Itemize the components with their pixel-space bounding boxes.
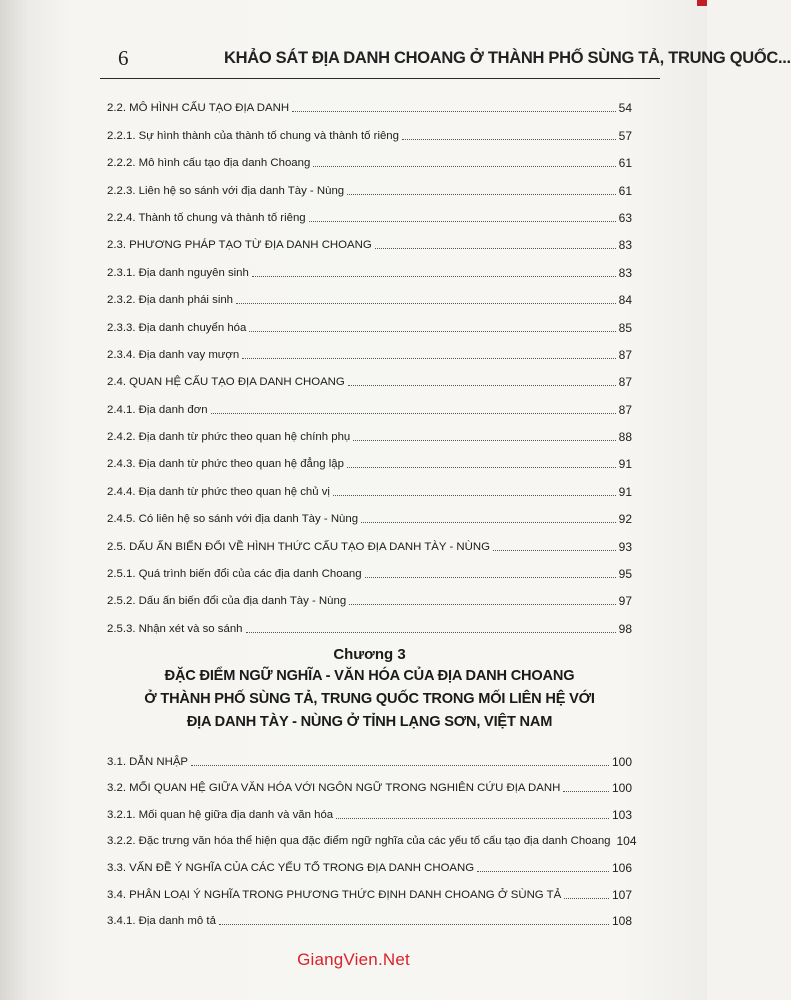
dot-leader <box>347 466 616 468</box>
toc-entry-page: 61 <box>618 156 632 171</box>
toc-entry[interactable] <box>107 581 632 608</box>
toc-entry-label: 2.4.3. Địa danh từ phức theo quan hệ đẳng lập <box>107 458 344 471</box>
toc-entry[interactable] <box>107 115 632 142</box>
dot-leader <box>375 247 616 249</box>
toc-entry-page: 88 <box>618 430 632 445</box>
toc-entry-page: 87 <box>618 347 632 362</box>
toc-entry-label: 2.3.1. Địa danh nguyên sinh <box>107 266 249 279</box>
toc-entry-page: 103 <box>611 807 632 822</box>
toc-entry-page: 61 <box>618 183 632 198</box>
toc-entry[interactable] <box>107 252 632 279</box>
chapter-title-line: ĐỊA DANH TÀY - NÙNG Ở TỈNH LẠNG SƠN, VIỆT NAM <box>186 714 553 730</box>
toc-entry-label: 2.4.1. Địa danh đơn <box>107 403 208 416</box>
toc-entry-page: 87 <box>618 375 632 390</box>
toc-entry-label: 2.3.4. Địa danh vay mượn <box>107 348 240 361</box>
dot-leader <box>236 302 616 304</box>
toc-entry[interactable] <box>107 225 632 252</box>
toc-entry-label: 2.2.4. Thành tố chung và thành tố riêng <box>107 211 306 224</box>
running-title: KHẢO SÁT ĐỊA DANH CHOANG Ở THÀNH PHỐ SÙNG TẢ, TRUNG QUỐC... <box>224 49 791 67</box>
toc-section-chapter-2 <box>107 88 632 636</box>
toc-entry-page: 100 <box>611 754 632 769</box>
edge-mark <box>697 0 707 6</box>
toc-entry-label: 3.4. PHÂN LOẠI Ý NGHĨA TRONG PHƯƠNG THỨC ĐỊNH DANH CHOANG Ở SÙNG TẢ <box>107 888 562 901</box>
dot-leader <box>493 549 616 551</box>
toc-entry[interactable] <box>107 608 632 635</box>
toc-entry[interactable] <box>107 526 632 553</box>
toc-entry-page: 54 <box>618 101 632 116</box>
toc-entry-label: 2.3.2. Địa danh phái sinh <box>107 294 234 307</box>
page-number: 6 <box>118 46 129 70</box>
toc-entry[interactable] <box>107 362 632 389</box>
toc-entry-label: 2.2.1. Sự hình thành của thành tố chung và thành tố riêng <box>107 129 399 142</box>
toc-entry-page: 93 <box>618 539 632 554</box>
dot-leader <box>361 521 616 523</box>
toc-entry[interactable] <box>107 902 632 929</box>
toc-entry-label: 2.3.3. Địa danh chuyển hóa <box>107 321 247 334</box>
toc-entry-label: 2.4.2. Địa danh từ phức theo quan hệ chính phụ <box>107 431 351 444</box>
toc-entry-page: 83 <box>618 265 632 280</box>
toc-entry-label: 2.2.2. Mô hình cấu tạo địa danh Choang <box>107 157 311 170</box>
toc-entry-page: 108 <box>611 914 632 929</box>
toc-entry-page: 107 <box>611 887 632 902</box>
toc-entry-label: 2.3. PHƯƠNG PHÁP TẠO TỪ ĐỊA DANH CHOANG <box>107 239 372 252</box>
toc-entry[interactable] <box>107 143 632 170</box>
toc-entry[interactable] <box>107 444 632 471</box>
toc-entry-label: 3.2. MỐI QUAN HỆ GIỮA VĂN HÓA VỚI NGÔN NGỮ TRONG NGHIÊN CỨU ĐỊA DANH <box>107 782 561 795</box>
dot-leader <box>313 165 615 167</box>
dot-leader <box>246 631 616 633</box>
toc-entry-page: 100 <box>611 781 632 796</box>
dot-leader <box>242 357 615 359</box>
toc-entry[interactable] <box>107 769 632 796</box>
toc-entry-label: 3.2.2. Đặc trưng văn hóa thể hiện qua đặc điểm ngữ nghĩa của các yếu tố cấu tạo địa danh Choang <box>107 835 611 848</box>
toc-entry[interactable] <box>107 742 632 769</box>
toc-entry[interactable] <box>107 822 637 849</box>
chapter-number: Chương 3 <box>333 646 406 663</box>
dot-leader <box>309 220 616 222</box>
toc-entry-page: 95 <box>618 567 632 582</box>
dot-leader <box>252 275 616 277</box>
dot-leader <box>211 412 616 414</box>
toc-entry-page: 91 <box>618 457 632 472</box>
toc-entry[interactable] <box>107 848 632 875</box>
toc-entry-label: 2.5. DẤU ẤN BIẾN ĐỔI VỀ HÌNH THỨC CẤU TẠO ĐỊA DANH TÀY - NÙNG <box>107 540 490 553</box>
toc-entry-page: 106 <box>611 860 632 875</box>
toc-entry[interactable] <box>107 499 632 526</box>
dot-leader <box>402 138 616 140</box>
toc-entry-label: 2.2.3. Liên hệ so sánh với địa danh Tày - Nùng <box>107 184 345 197</box>
toc-entry[interactable] <box>107 307 632 334</box>
dot-leader <box>191 764 609 766</box>
toc-entry[interactable] <box>107 471 632 498</box>
toc-entry-page: 92 <box>618 512 632 527</box>
toc-entry-label: 2.4.5. Có liên hệ so sánh với địa danh Tày - Nùng <box>107 513 359 526</box>
dot-leader <box>219 923 609 925</box>
toc-entry[interactable] <box>107 335 632 362</box>
dot-leader <box>336 817 609 819</box>
toc-entry-page: 57 <box>618 128 632 143</box>
running-header <box>100 38 791 79</box>
toc-entry-page: 87 <box>618 402 632 417</box>
dot-leader <box>333 494 616 496</box>
toc-entry-label: 3.1. DẪN NHẬP <box>107 755 189 768</box>
watermark-text: GiangVien.Net <box>297 950 410 969</box>
chapter-title-line: ĐẶC ĐIỂM NGỮ NGHĨA - VĂN HÓA CỦA ĐỊA DANH CHOANG <box>164 668 575 684</box>
toc-entry[interactable] <box>107 198 632 225</box>
toc-entry-page: 83 <box>618 238 632 253</box>
toc-entry-page: 104 <box>616 834 637 849</box>
toc-entry-label: 2.2. MÔ HÌNH CẤU TẠO ĐỊA DANH <box>107 102 290 115</box>
toc-entry[interactable] <box>107 875 632 902</box>
dot-leader <box>348 384 616 386</box>
toc-entry[interactable] <box>107 554 632 581</box>
toc-entry-page: 63 <box>618 210 632 225</box>
toc-entry-page: 97 <box>618 594 632 609</box>
chapter-title-line: Ở THÀNH PHỐ SÙNG TẢ, TRUNG QUỐC TRONG MỐI LIÊN HỆ VỚI <box>144 691 595 707</box>
toc-entry-label: 2.4.4. Địa danh từ phức theo quan hệ chủ vị <box>107 485 330 498</box>
toc-entry-label: 2.5.2. Dấu ấn biến đổi của địa danh Tày - Nùng <box>107 595 347 608</box>
dot-leader <box>249 330 615 332</box>
toc-section-chapter-3 <box>107 742 637 929</box>
toc-entry[interactable] <box>107 280 632 307</box>
toc-entry-label: 2.4. QUAN HỆ CẤU TẠO ĐỊA DANH CHOANG <box>107 376 345 389</box>
toc-entry-label: 2.5.1. Quá trình biến đổi của các địa danh Choang <box>107 568 362 581</box>
toc-entry[interactable] <box>107 795 632 822</box>
toc-entry-page: 98 <box>618 621 632 636</box>
toc-entry[interactable] <box>107 417 632 444</box>
dot-leader <box>564 897 609 899</box>
dot-leader <box>347 193 616 195</box>
dot-leader <box>353 439 615 441</box>
dot-leader <box>477 870 609 872</box>
toc-entry-page: 91 <box>618 484 632 499</box>
toc-entry[interactable] <box>107 389 632 416</box>
dot-leader <box>349 603 615 605</box>
toc-entry-page: 85 <box>618 320 632 335</box>
dot-leader <box>365 576 616 578</box>
toc-entry-label: 3.3. VẤN ĐỀ Ý NGHĨA CỦA CÁC YẾU TỐ TRONG ĐỊA DANH CHOANG <box>107 861 475 874</box>
dot-leader <box>292 110 616 112</box>
toc-entry-label: 3.2.1. Mối quan hệ giữa địa danh và văn hóa <box>107 808 334 821</box>
toc-entry-page: 84 <box>618 293 632 308</box>
dot-leader <box>563 790 609 792</box>
toc-entry-label: 2.5.3. Nhận xét và so sánh <box>107 622 243 635</box>
toc-entry-label: 3.4.1. Địa danh mô tả <box>107 915 216 928</box>
toc-entry[interactable] <box>107 170 632 197</box>
chapter-heading <box>107 645 632 734</box>
toc-entry[interactable] <box>107 88 632 115</box>
